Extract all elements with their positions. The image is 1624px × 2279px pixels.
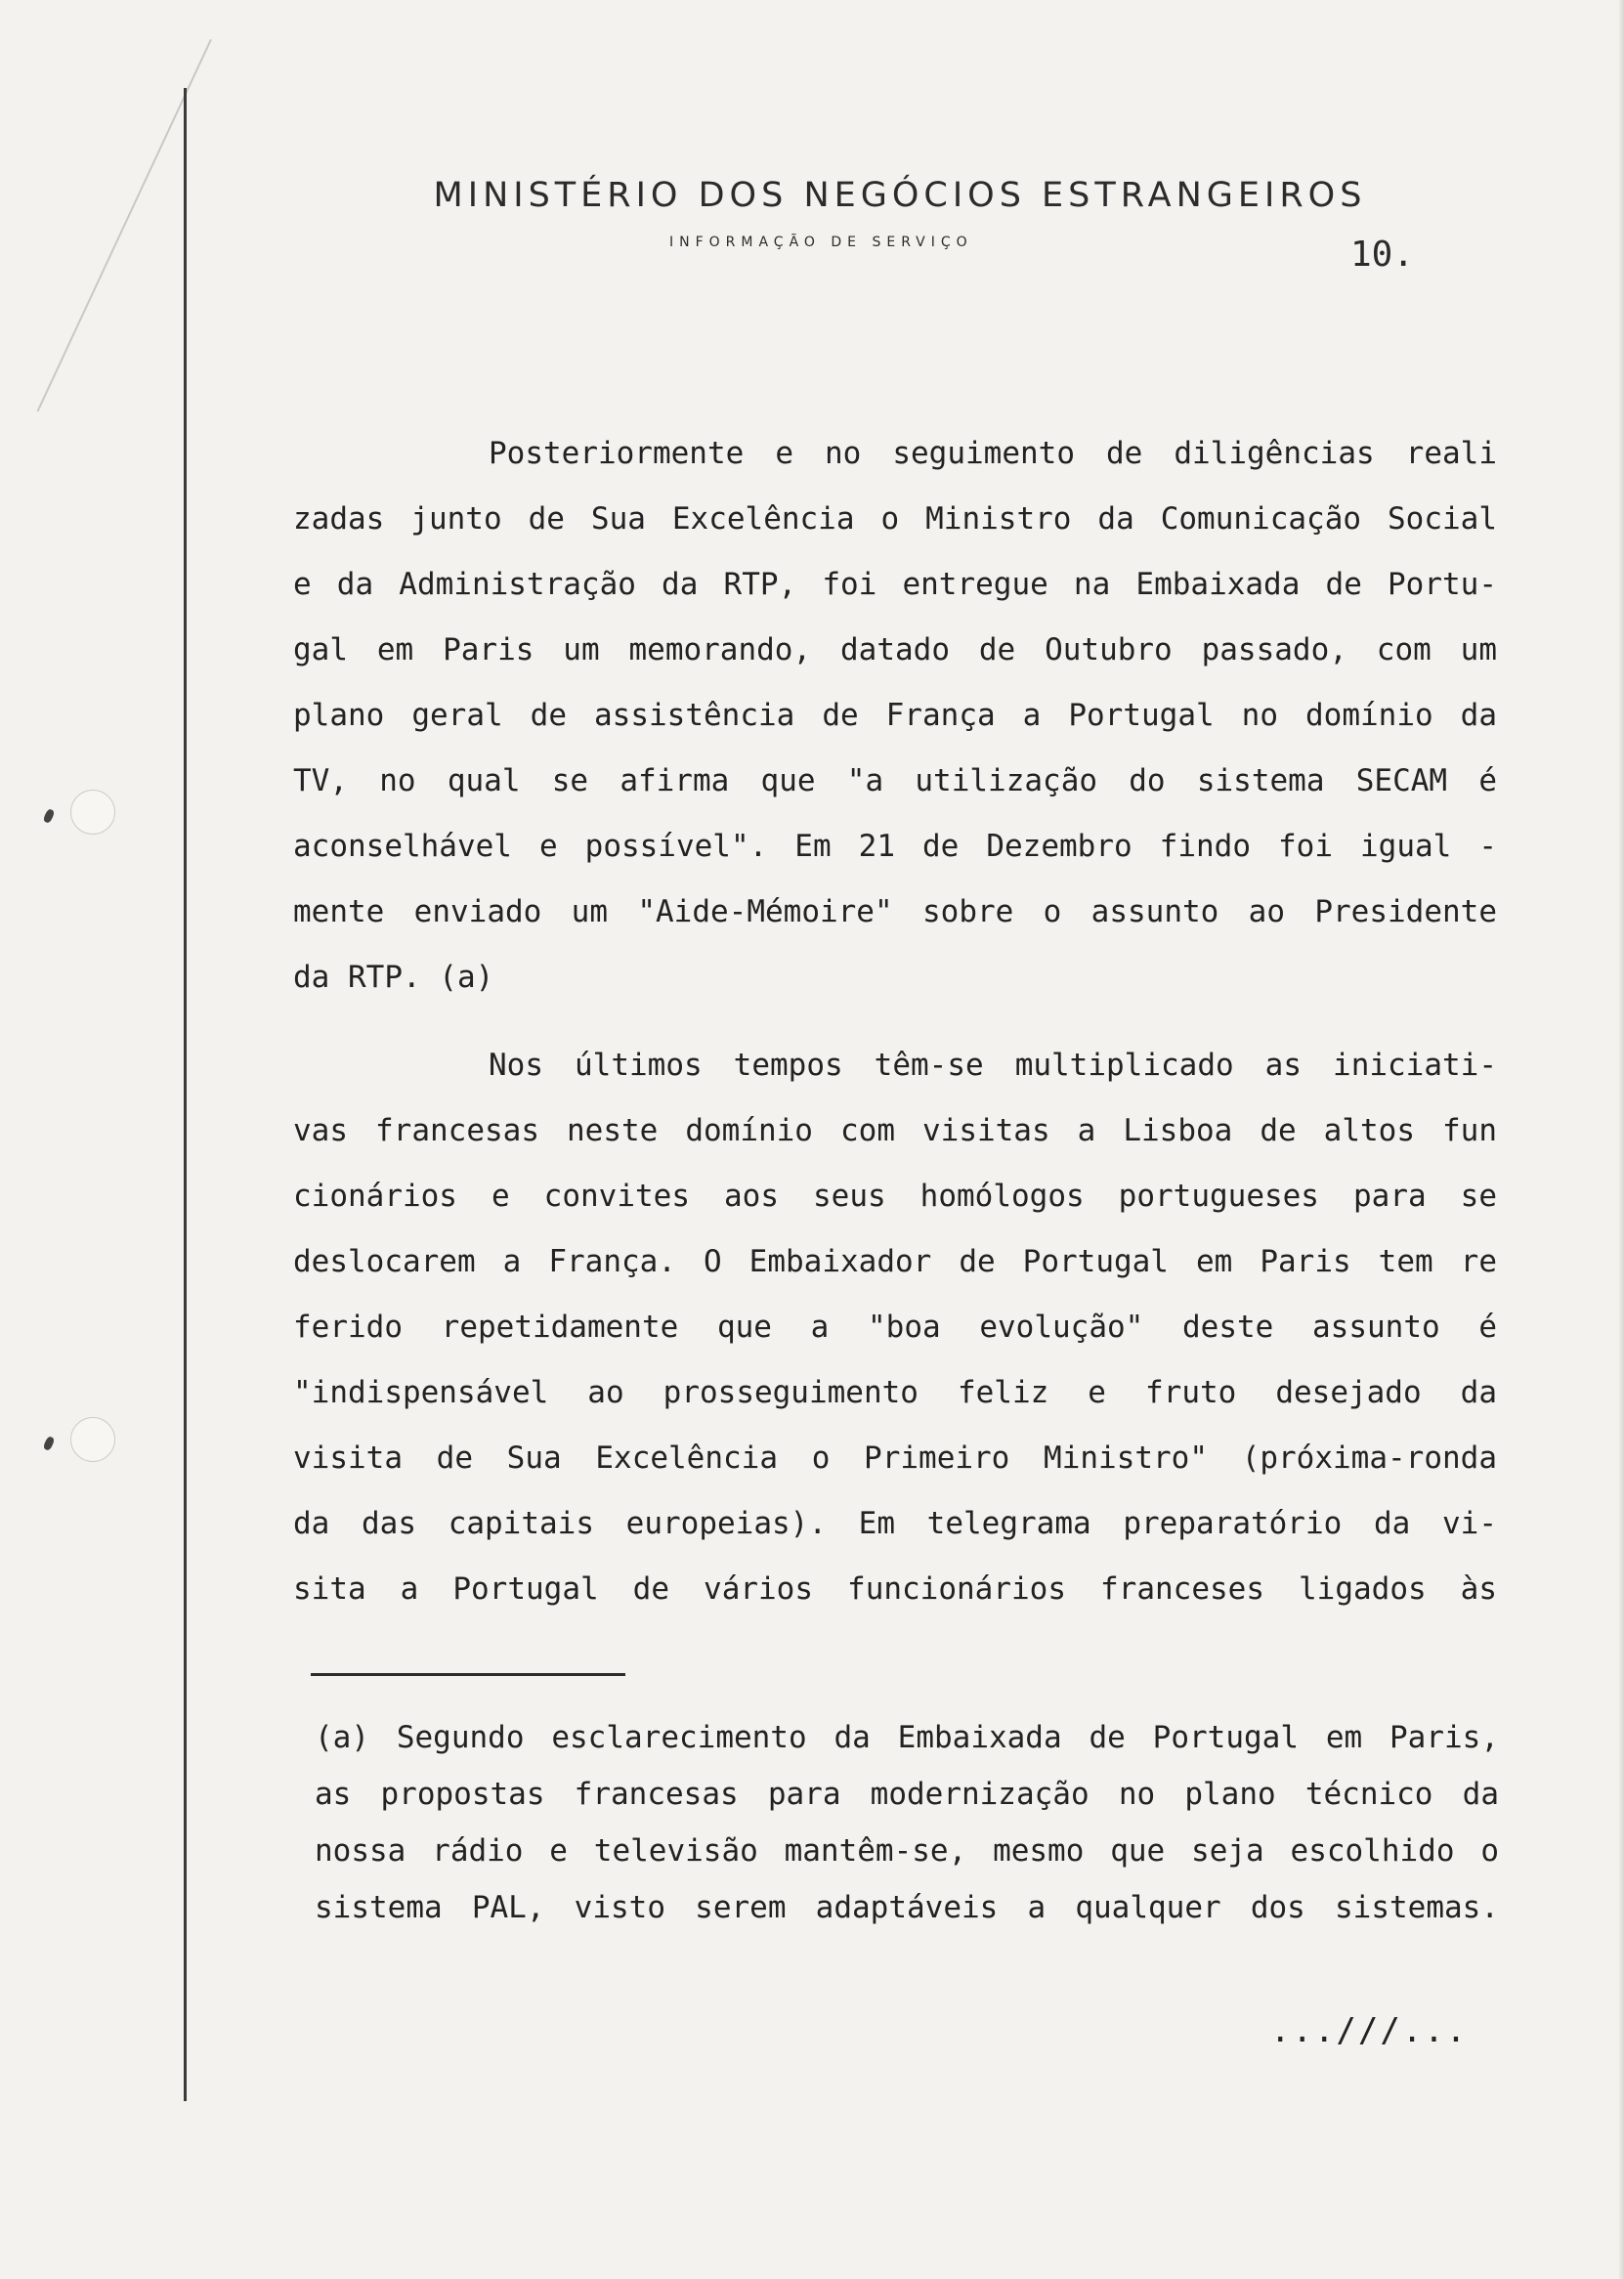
- paragraph2-line: Nos últimos tempos têm-se multiplicado as iniciati-: [489, 1048, 1497, 1083]
- footnote-line: sistema PAL, visto serem adaptáveis a qualquer dos sistemas.: [315, 1890, 1499, 1925]
- punch-mark-bottom: [42, 1436, 55, 1451]
- paragraph1-line: e da Administração da RTP, foi entregue na Embaixada de Portu-: [293, 567, 1497, 602]
- footnote-line: (a) Segundo esclarecimento da Embaixada de Portugal em Paris,: [315, 1720, 1499, 1755]
- paragraph2-line: "indispensável ao prosseguimento feliz e fruto desejado da: [293, 1375, 1497, 1410]
- footnote-separator: [311, 1673, 625, 1676]
- footnote-line: as propostas francesas para modernização no plano técnico da: [315, 1777, 1499, 1812]
- paragraph2-line: ferido repetidamente que a "boa evolução" deste assunto é: [293, 1310, 1497, 1345]
- margin-rule: [184, 88, 187, 2101]
- paragraph1-line: TV, no qual se afirma que "a utilização do sistema SECAM é: [293, 763, 1497, 798]
- service-subtitle: INFORMAÇÃO DE SERVIÇO: [669, 235, 973, 250]
- ministry-name: MINISTÉRIO DOS NEGÓCIOS ESTRANGEIROS: [433, 176, 1367, 215]
- page-number: 10.: [1350, 235, 1415, 275]
- paragraph1-line: mente enviado um "Aide-Mémoire" sobre o assunto ao Presidente: [293, 894, 1497, 929]
- ministry-header: [0, 176, 1624, 215]
- paragraph2-line: da das capitais europeias). Em telegrama preparatório da vi-: [293, 1506, 1497, 1541]
- paragraph1-line: zadas junto de Sua Excelência o Ministro da Comunicação Social: [293, 501, 1497, 537]
- paragraph2-line: cionários e convites aos seus homólogos portugueses para se: [293, 1179, 1497, 1214]
- paragraph1-line: da RTP. (a): [293, 960, 494, 995]
- page-edge: [1618, 0, 1624, 2279]
- footnote-line: nossa rádio e televisão mantêm-se, mesmo que seja escolhido o: [315, 1833, 1499, 1869]
- paragraph1-line: Posteriormente e no seguimento de diligências reali: [489, 436, 1497, 471]
- paragraph1-line: aconselhável e possível". Em 21 de Dezembro findo foi igual -: [293, 829, 1497, 864]
- continuation-mark: ...///...: [1270, 2011, 1469, 2050]
- punch-hole-top: [70, 790, 115, 835]
- punch-hole-bottom: [70, 1417, 115, 1462]
- paragraph1-line: plano geral de assistência de França a Portugal no domínio da: [293, 698, 1497, 733]
- punch-mark-top: [42, 808, 55, 824]
- paragraph2-line: vas francesas neste domínio com visitas a Lisboa de altos fun: [293, 1113, 1497, 1148]
- paragraph2-line: sita a Portugal de vários funcionários franceses ligados às: [293, 1571, 1497, 1607]
- paragraph2-line: deslocarem a França. O Embaixador de Portugal em Paris tem re: [293, 1244, 1497, 1279]
- paragraph2-line: visita de Sua Excelência o Primeiro Ministro" (próxima-ronda: [293, 1440, 1497, 1476]
- paragraph1-line: gal em Paris um memorando, datado de Outubro passado, com um: [293, 632, 1497, 667]
